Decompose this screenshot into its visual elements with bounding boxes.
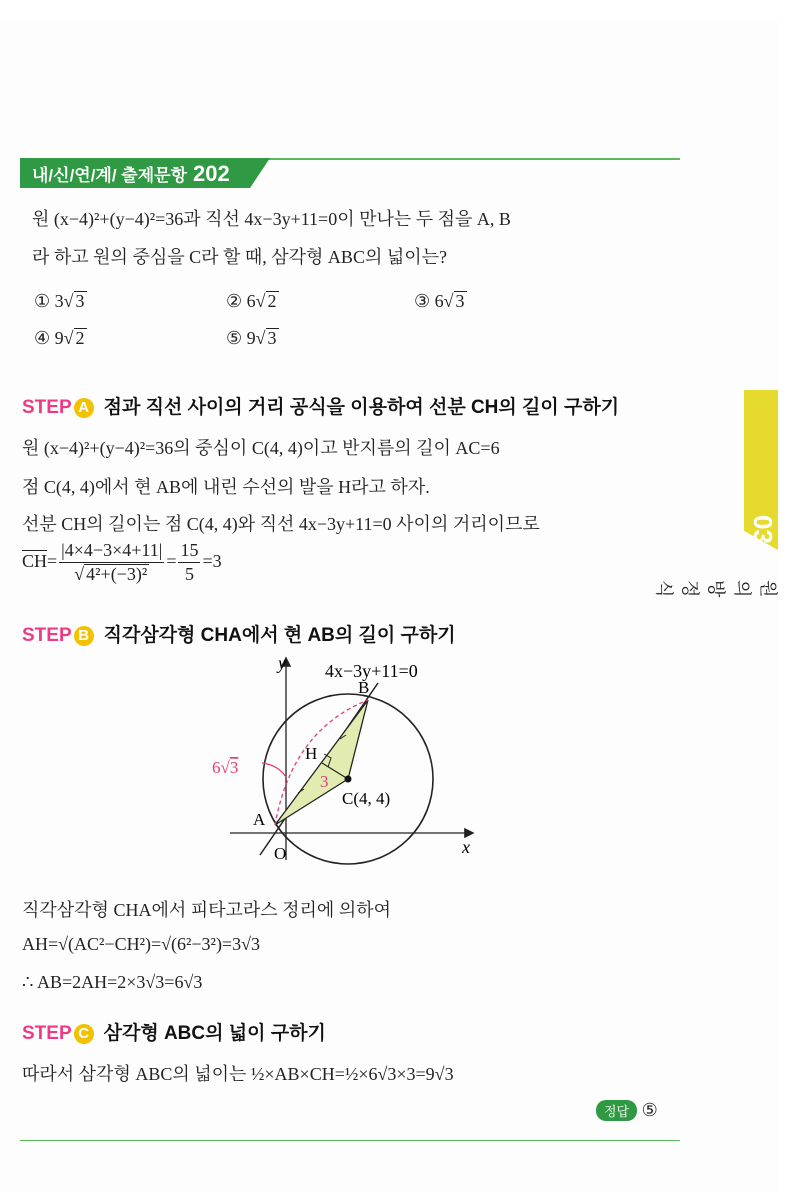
- line-equation: 4x−3y+11=0: [325, 661, 418, 681]
- choice-5[interactable]: ⑤ 9√ 3: [226, 328, 277, 348]
- y-label: y: [278, 655, 286, 673]
- length-6-root-3-label: 6√3: [212, 758, 239, 777]
- step-a-line-2: 점 C(4, 4)에서 현 AB에 내린 수선의 발을 H라고 하자.: [22, 477, 430, 497]
- step-c-heading: STEP C 삼각형 ABC의 넓이 구하기: [22, 1023, 326, 1044]
- origin-label: O: [274, 844, 287, 863]
- point-c: [345, 776, 352, 783]
- length-3-label: 3: [320, 772, 329, 791]
- step-b-line-1: 직각삼각형 CHA에서 피타고라스 정리에 의하여: [22, 900, 391, 920]
- step-b-line-3: ∴ AB=2AH=2×3√3=6√3: [22, 972, 203, 992]
- step-a-line-1: 원 (x−4)²+(y−4)²=36의 중심이 C(4, 4)이고 반지름의 길이 AC=6: [22, 438, 500, 458]
- point-c-label: C(4, 4): [342, 789, 391, 808]
- choice-1[interactable]: ① 3√ 3: [34, 291, 85, 311]
- step-a-badge: A: [74, 398, 94, 418]
- answer: [596, 1100, 658, 1121]
- step-b-heading: STEP B 직각삼각형 CHA에서 현 AB의 길이 구하기: [22, 625, 456, 646]
- answer-badge: 정답: [596, 1100, 637, 1121]
- header-title: [32, 161, 230, 187]
- choice-3[interactable]: ③ 6√ 3: [414, 291, 465, 311]
- step-b-badge: B: [74, 626, 94, 646]
- step-b-line-2: AH=√(AC²−CH²)=√(6²−3²)=3√3: [22, 934, 260, 954]
- chapter-number: 03: [748, 515, 778, 544]
- chapter-title: 원의 방정식: [654, 580, 778, 598]
- answer-value: ⑤: [641, 1100, 658, 1120]
- header-label: 내/신/연/계/ 출제문항: [32, 166, 187, 185]
- point-h-label: H: [305, 744, 318, 763]
- step-c-badge: C: [74, 1024, 94, 1044]
- choice-2[interactable]: ② 6√ 2: [226, 291, 277, 311]
- footer-rule: [20, 1140, 680, 1141]
- pointer-line: [262, 763, 286, 777]
- step-c-line-1: 따라서 삼각형 ABC의 넓이는 ½×AB×CH=½×6√3×3=9√3: [22, 1064, 454, 1084]
- step-a-heading: STEP A 점과 직선 사이의 거리 공식을 이용하여 선분 CH의 길이 구하기: [22, 397, 620, 418]
- question-line-2: 라 하고 원의 중심을 C라 할 때, 삼각형 ABC의 넓이는?: [32, 247, 447, 267]
- point-b-label: B: [358, 678, 370, 697]
- geometry-figure: [200, 655, 490, 870]
- step-a-line-3: 선분 CH의 길이는 점 C(4, 4)와 직선 4x−3y+11=0 사이의 거리이므로: [22, 514, 540, 534]
- point-a-label: A: [253, 810, 266, 829]
- header-number: 202: [193, 161, 230, 186]
- page-background: [0, 20, 778, 1192]
- x-label: x: [462, 837, 470, 857]
- choice-4[interactable]: ④ 9√ 2: [34, 328, 85, 348]
- question-line-1: 원 (x−4)²+(y−4)²=36과 직선 4x−3y+11=0이 만나는 두 점을 A, B: [32, 209, 511, 229]
- step-a-formula: $\overline{CH}=$ $\frac{|4\times 4-3\times 4+11|}{\text{√ 4²+(−3)²}}$ = $\frac{15}{5}$ =3: [22, 540, 222, 584]
